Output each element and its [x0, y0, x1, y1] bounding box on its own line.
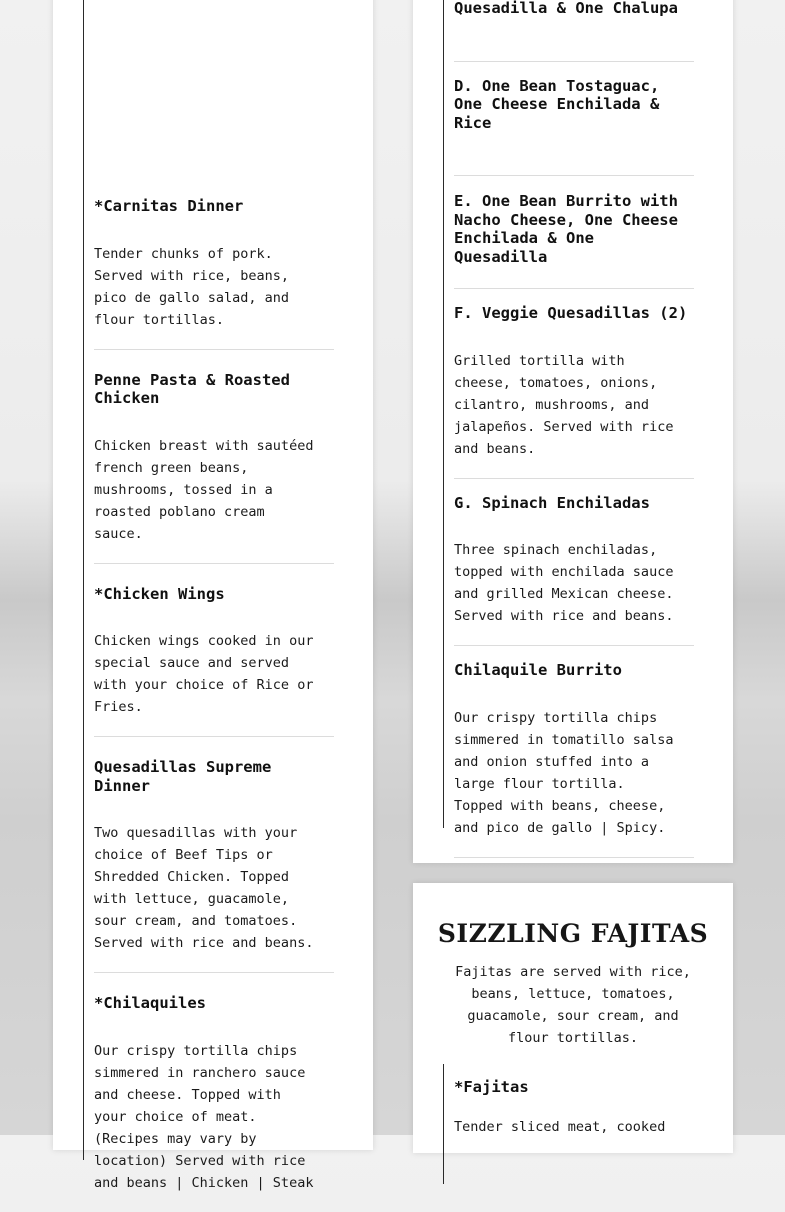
menu-item-title: *Chilaquiles [94, 994, 206, 1012]
menu-item-description: Grilled tortilla with cheese, tomatoes, onions, cilantro, mushrooms, and jalapeños. Served with rice and beans. [454, 352, 674, 457]
menu-card-right-top [413, 0, 733, 863]
menu-item-description: Chicken wings cooked in our special sauce and served with your choice of Rice or Fries. [94, 633, 314, 715]
menu-card-fajitas [413, 883, 733, 1153]
menu-items-list [454, 1078, 694, 1156]
menu-item-title: D. One Bean Tostaguac, One Cheese Enchilada & Rice [454, 76, 660, 132]
menu-item-title: E. One Bean Burrito with Nacho Cheese, One Cheese Enchilada & One Quesadilla [454, 192, 678, 266]
menu-item-description: Tender chunks of pork. Served with rice, beans, pico de gallo salad, and flour tortillas. [94, 245, 290, 328]
menu-item-title: Quesadillas Supreme Dinner [94, 758, 272, 795]
menu-item [454, 494, 694, 647]
menu-item-description: Chicken breast with sautéed french green beans, mushrooms, tossed in a roasted poblano cream sauce. [94, 437, 314, 542]
menu-item [454, 304, 694, 479]
menu-item [454, 661, 694, 858]
menu-item [454, 192, 694, 289]
menu-item [94, 371, 334, 564]
menu-item-description: Our crispy tortilla chips simmered in tomatillo salsa and onion stuffed into a large flour tortilla. Topped with beans, cheese, and pico de gallo | Spicy. [454, 709, 674, 836]
vertical-rule [443, 1064, 444, 1184]
section-intro: Fajitas are served with rice, beans, lettuce, tomatoes, guacamole, sour cream, and flour tortillas. [455, 964, 691, 1046]
vertical-rule [443, 0, 444, 828]
menu-item [94, 994, 334, 1212]
menu-item-title: *Fajitas [454, 1078, 529, 1096]
menu-item-title: Penne Pasta & Roasted Chicken [94, 370, 290, 407]
menu-item-title: *Chicken Wings [94, 584, 225, 603]
menu-item-title: G. Spinach Enchiladas [454, 493, 650, 512]
menu-item-title: *Carnitas Dinner [94, 197, 244, 215]
menu-item-description: Our crispy tortilla chips simmered in ranchero sauce and cheese. Topped with your choice of meat. (Recipes may vary by location) Served with rice and beans | Chicken | Steak [94, 1042, 314, 1191]
menu-item [94, 758, 334, 973]
menu-item-title: Chilaquile Burrito [454, 661, 622, 679]
vertical-rule [83, 0, 84, 1160]
menu-item [454, 1078, 694, 1156]
menu-items-list [94, 197, 334, 1212]
menu-item [94, 585, 334, 738]
menu-item [454, 0, 694, 62]
section-heading: SIZZLING FAJITAS [437, 919, 709, 948]
menu-item-description: Tender sliced meat, cooked [454, 1118, 666, 1135]
menu-item-description: Three spinach enchiladas, topped with enchilada sauce and grilled Mexican cheese. Served with rice and beans. [454, 542, 674, 624]
menu-item-title: Quesadilla & One Chalupa [454, 0, 678, 17]
menu-item-description: Two quesadillas with your choice of Beef Tips or Shredded Chicken. Topped with lettuce, guacamole, sour cream, and tomatoes. Served with rice and beans. [94, 825, 314, 951]
menu-item [454, 77, 694, 177]
menu-items-list [454, 0, 694, 858]
menu-card-left [53, 0, 373, 1191]
menu-item [94, 197, 334, 350]
menu-item-title: F. Veggie Quesadillas (2) [454, 304, 688, 322]
